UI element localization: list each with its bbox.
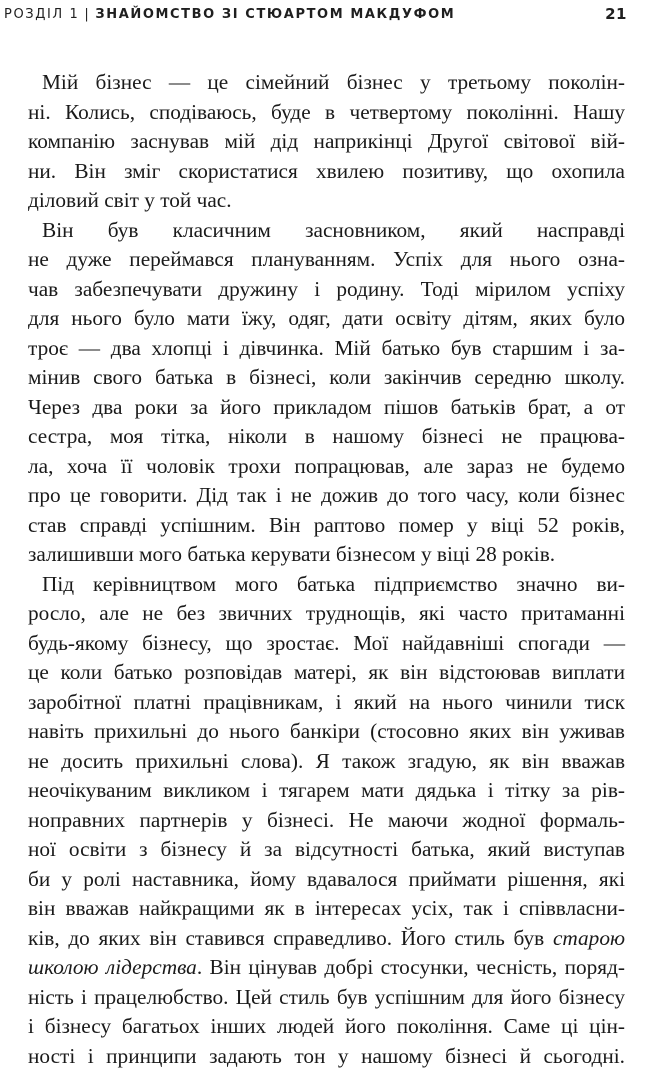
- paragraph-3-line-1: Під керівництвом мого батька підприємство значно ви-: [28, 570, 625, 600]
- paragraph-2-line-10: про це говорити. Дід так і не дожив до того часу, коли бізнес: [28, 481, 625, 511]
- paragraph-3-line-3: будь-якому бізнесу, що зростає. Мої найдавніші спогади —: [28, 629, 625, 659]
- paragraph-2-line-12: залишивши мого батька керувати бізнесом у віці 28 років.: [28, 540, 625, 570]
- chapter-title: ЗНАЙОМСТВО ЗІ СТЮАРТОМ МАКДУФОМ: [95, 7, 455, 22]
- italic-phrase-part-1: старою: [553, 926, 625, 950]
- paragraph-2-line-4: для нього було мати їжу, одяг, дати освіту дітям, яких було: [28, 304, 625, 334]
- paragraph-2-line-7: Через два роки за його прикладом пішов батьків брат, а от: [28, 393, 625, 423]
- page-number: 21: [605, 5, 627, 23]
- paragraph-3-line-12: він вважав найкращими як в інтересах усіх, так і співвласни-: [28, 894, 625, 924]
- running-head: [0, 0, 659, 30]
- paragraph-3-line-17: ності і принципи задають тон у нашому бізнесі й сьогодні.: [28, 1042, 625, 1071]
- paragraph-1-line-5: діловий світ у той час.: [28, 186, 625, 216]
- paragraph-1-line-4: ни. Він зміг скористатися хвилею позитиву, що охопила: [28, 157, 625, 187]
- paragraph-2-line-8: сестра, моя тітка, ніколи в нашому бізнесі не працюва-: [28, 422, 625, 452]
- paragraph-3-line-15: ність і працелюбство. Цей стиль був успішним для його бізнесу: [28, 983, 625, 1013]
- line-13-text: ків, до яких він ставився справедливо. Його стиль був: [28, 926, 553, 950]
- paragraph-3-line-13: [28, 924, 625, 954]
- paragraph-3-line-2: росло, але не без звичних труднощів, які часто притаманні: [28, 599, 625, 629]
- body-text: [28, 68, 625, 1071]
- paragraph-1-line-1: Мій бізнес — це сімейний бізнес у третьому поколін-: [28, 68, 625, 98]
- paragraph-3-line-11: би у ролі наставника, йому вдавалося приймати рішення, які: [28, 865, 625, 895]
- paragraph-2-line-11: став справді успішним. Він раптово помер у віці 52 років,: [28, 511, 625, 541]
- paragraph-3-line-8: неочікуваним викликом і тягарем мати дядька і тітку за рів-: [28, 776, 625, 806]
- paragraph-2-line-6: мінив свого батька в бізнесі, коли закінчив середню школу.: [28, 363, 625, 393]
- paragraph-2-line-2: не дуже переймався плануванням. Успіх для нього озна-: [28, 245, 625, 275]
- paragraph-3-line-10: ної освіти з бізнесу й за відсутності батька, який виступав: [28, 835, 625, 865]
- paragraph-2-line-1: Він був класичним засновником, який насправді: [28, 216, 625, 246]
- paragraph-2-line-5: троє — два хлопці і дівчинка. Мій батько був старшим і за-: [28, 334, 625, 364]
- paragraph-3-line-9: ноправних партнерів у бізнесі. Не маючи жодної формаль-: [28, 806, 625, 836]
- paragraph-3-line-6: навіть прихильні до нього банкіри (стосовно яких він уживав: [28, 717, 625, 747]
- paragraph-1-line-3: компанію заснував мій дід наприкінці Другої світової вій-: [28, 127, 625, 157]
- paragraph-3-line-4: це коли батько розповідав матері, як він відстоював виплати: [28, 658, 625, 688]
- paragraph-3-line-16: і бізнесу багатьох інших людей його покоління. Саме ці цін-: [28, 1012, 625, 1042]
- paragraph-2-line-3: чав забезпечувати дружину і родину. Тоді мірилом успіху: [28, 275, 625, 305]
- paragraph-2-line-9: ла, хоча її чоловік трохи попрацював, але зараз не будемо: [28, 452, 625, 482]
- section-label: РОЗДІЛ 1: [4, 7, 79, 22]
- italic-phrase-part-2: школою лідерства: [28, 955, 197, 979]
- header-separator: |: [84, 7, 90, 22]
- running-head-section: [4, 7, 455, 22]
- paragraph-3-line-5: заробітної платні працівникам, і який на нього чинили тиск: [28, 688, 625, 718]
- paragraph-1-line-2: ні. Колись, сподіваюсь, буде в четвертому поколінні. Нашу: [28, 98, 625, 128]
- paragraph-3-line-7: не досить прихильні слова). Я також згадую, як він вважав: [28, 747, 625, 777]
- paragraph-3-line-14: [28, 953, 625, 983]
- line-14-text: . Він цінував добрі стосунки, чесність, поряд-: [197, 955, 625, 979]
